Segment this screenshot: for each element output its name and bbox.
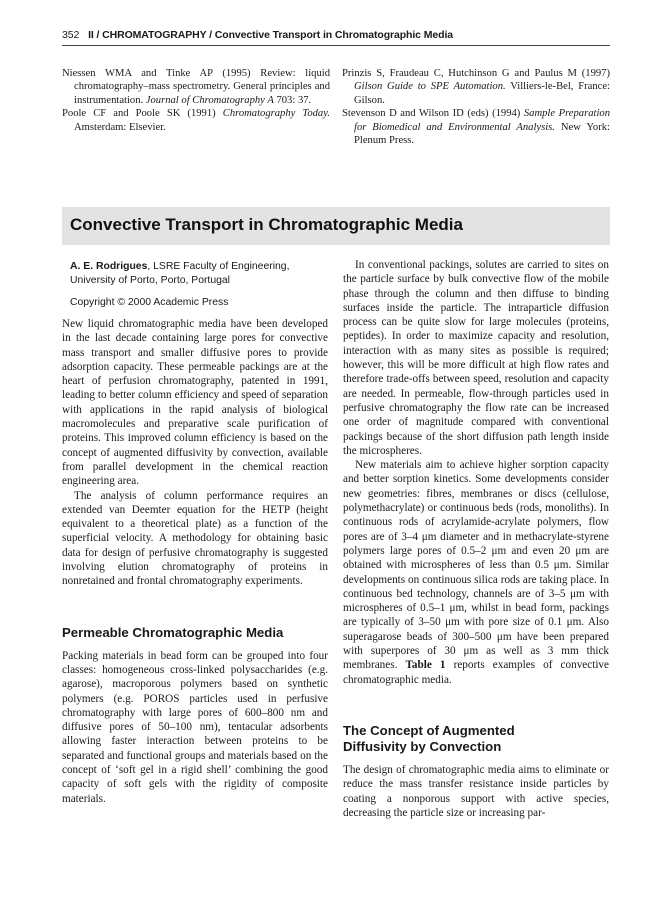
reference-item: Stevenson D and Wilson ID (eds) (1994) Sample Preparation for Biomedical and Environmental Analysis. New York: Plenum Press. — [342, 108, 610, 147]
references-right — [342, 67, 610, 147]
section-heading: Permeable Chromatographic Media — [62, 624, 284, 640]
header-rule — [62, 45, 610, 46]
page-number: 352 — [62, 29, 80, 41]
paragraph: In conventional packings, solutes are carried to sites on the particle surface by bulk convective flow of the mobile phase through the column and then diffuse to binding surfaces inside the particle. The intraparticle diffusion process can be quite slow for large molecules (proteins, peptides). In order to maximize capacity and resolution, interaction with as many sites as possible is required; however, this will be more difficult at high flow rates and therefore trade-offs between speed, resolution and capacity are needed. In permeable, flow-through particles used in perfusive chromatography the flow rate can be increased one order of magnitude compared with conventional packings because of the short diffusion path length inside the microspheres. — [343, 259, 609, 457]
article-title-band — [62, 207, 610, 245]
author-affiliation: , LSRE Faculty of Engineering, University of Porto, Porto, Portugal — [70, 261, 290, 286]
reference-item: Prinzis S, Fraudeau C, Hutchinson G and Paulus M (1997) Gilson Guide to SPE Automation. Villiers-le-Bel, France: Gilson. — [342, 68, 610, 106]
paragraph: New liquid chromatographic media have been developed in the last decade containing large pores for convective mass transport and smaller diffusive pores to provide adsorption capacity. These permeable packings are at the heart of perfusion chromatography, patented in 1991, leading to better column efficiency and speed of separation with applications in the rapid analysis of biological macromolecules and preparative scale purification of proteins. This improved column efficiency is based on the concept of augmented diffusivity by convection, available from parallel development in the chemical reaction engineering area. — [62, 318, 328, 488]
section-heading: The Concept of Augmented Diffusivity by Convection — [343, 722, 515, 754]
author-line — [70, 260, 330, 288]
copyright: Copyright © 2000 Academic Press — [70, 297, 229, 308]
paragraph: Packing materials in bead form can be grouped into four classes: homogeneous cross-linked polysaccharides (e.g. agarose), macroporous polymers based on synthetic polymers (e.g. POROS particles used in perfusive chromatography with large pores of 600–800 nm and diffusive pores of 50–100 nm), tentacular adsorbents allowing faster interaction between proteins to be separated and functional groups and materials based on the concept of ‘soft gel in a rigid shell’ combining the good capacity of soft gels with the rigidity of composite materials. — [62, 649, 328, 805]
right-column — [343, 258, 609, 820]
running-header — [62, 29, 610, 41]
author-name: A. E. Rodrigues — [70, 261, 148, 272]
article-title: Convective Transport in Chromatographic Media — [70, 215, 463, 234]
paragraph: The analysis of column performance requires an extended van Deemter equation for the HETP (height equivalent to a theoretical plate) as a function of the superficial velocity. A methodology for obtaining basic data for design of perfusive chromatography is suggested involving elution chromatography of proteins in nonretained and frontal chromatography experiments. — [62, 489, 328, 588]
paragraph: The design of chromatographic media aims to eliminate or reduce the mass transfer resistance inside particles by coating a nonporous support with active species, decreasing the particle size or increasing par- — [343, 763, 609, 819]
references-left — [62, 67, 330, 134]
running-title: II / CHROMATOGRAPHY / Convective Transport in Chromatographic Media — [88, 29, 454, 41]
left-column — [62, 317, 328, 806]
reference-item: Poole CF and Poole SK (1991) Chromatography Today. Amsterdam: Elsevier. — [62, 108, 330, 133]
author-block — [70, 260, 330, 310]
reference-item: Niessen WMA and Tinke AP (1995) Review: liquid chromatography–mass spectrometry. General principles and instrumentation. Journal of Chromatography A 703: 37. — [62, 68, 330, 106]
table-reference: Table 1 — [405, 659, 446, 672]
paragraph: New materials aim to achieve higher sorption capacity and better sorption kinetics. Some developments consider new geometries: fibres, membranes or discs (cellulose, polymethacrylate) or continuous beds (rods, monoliths). In continuous rods of acrylamide-acrylate polymers, flow pores are of 3–4 μm diameter and in methacrylate-styrene polymers large pores of 0.5–2 μm and even 20 μm are obtained with microspheres of less than 0.5 μm. Similar developments on continuous silica rods are taking place. In continuous bed technology, channels are of 3–5 μm with microspheres of 0.5–1 μm, whilst in bead form, packings are typically of 3–50 μm with pore size of 0.1 μm. Also superagarose beads of 300–500 μm have been prepared with superpores of 30 μm as well as 3 mm thick membranes. Table 1 reports examples of convective chromatographic media. — [343, 459, 609, 686]
